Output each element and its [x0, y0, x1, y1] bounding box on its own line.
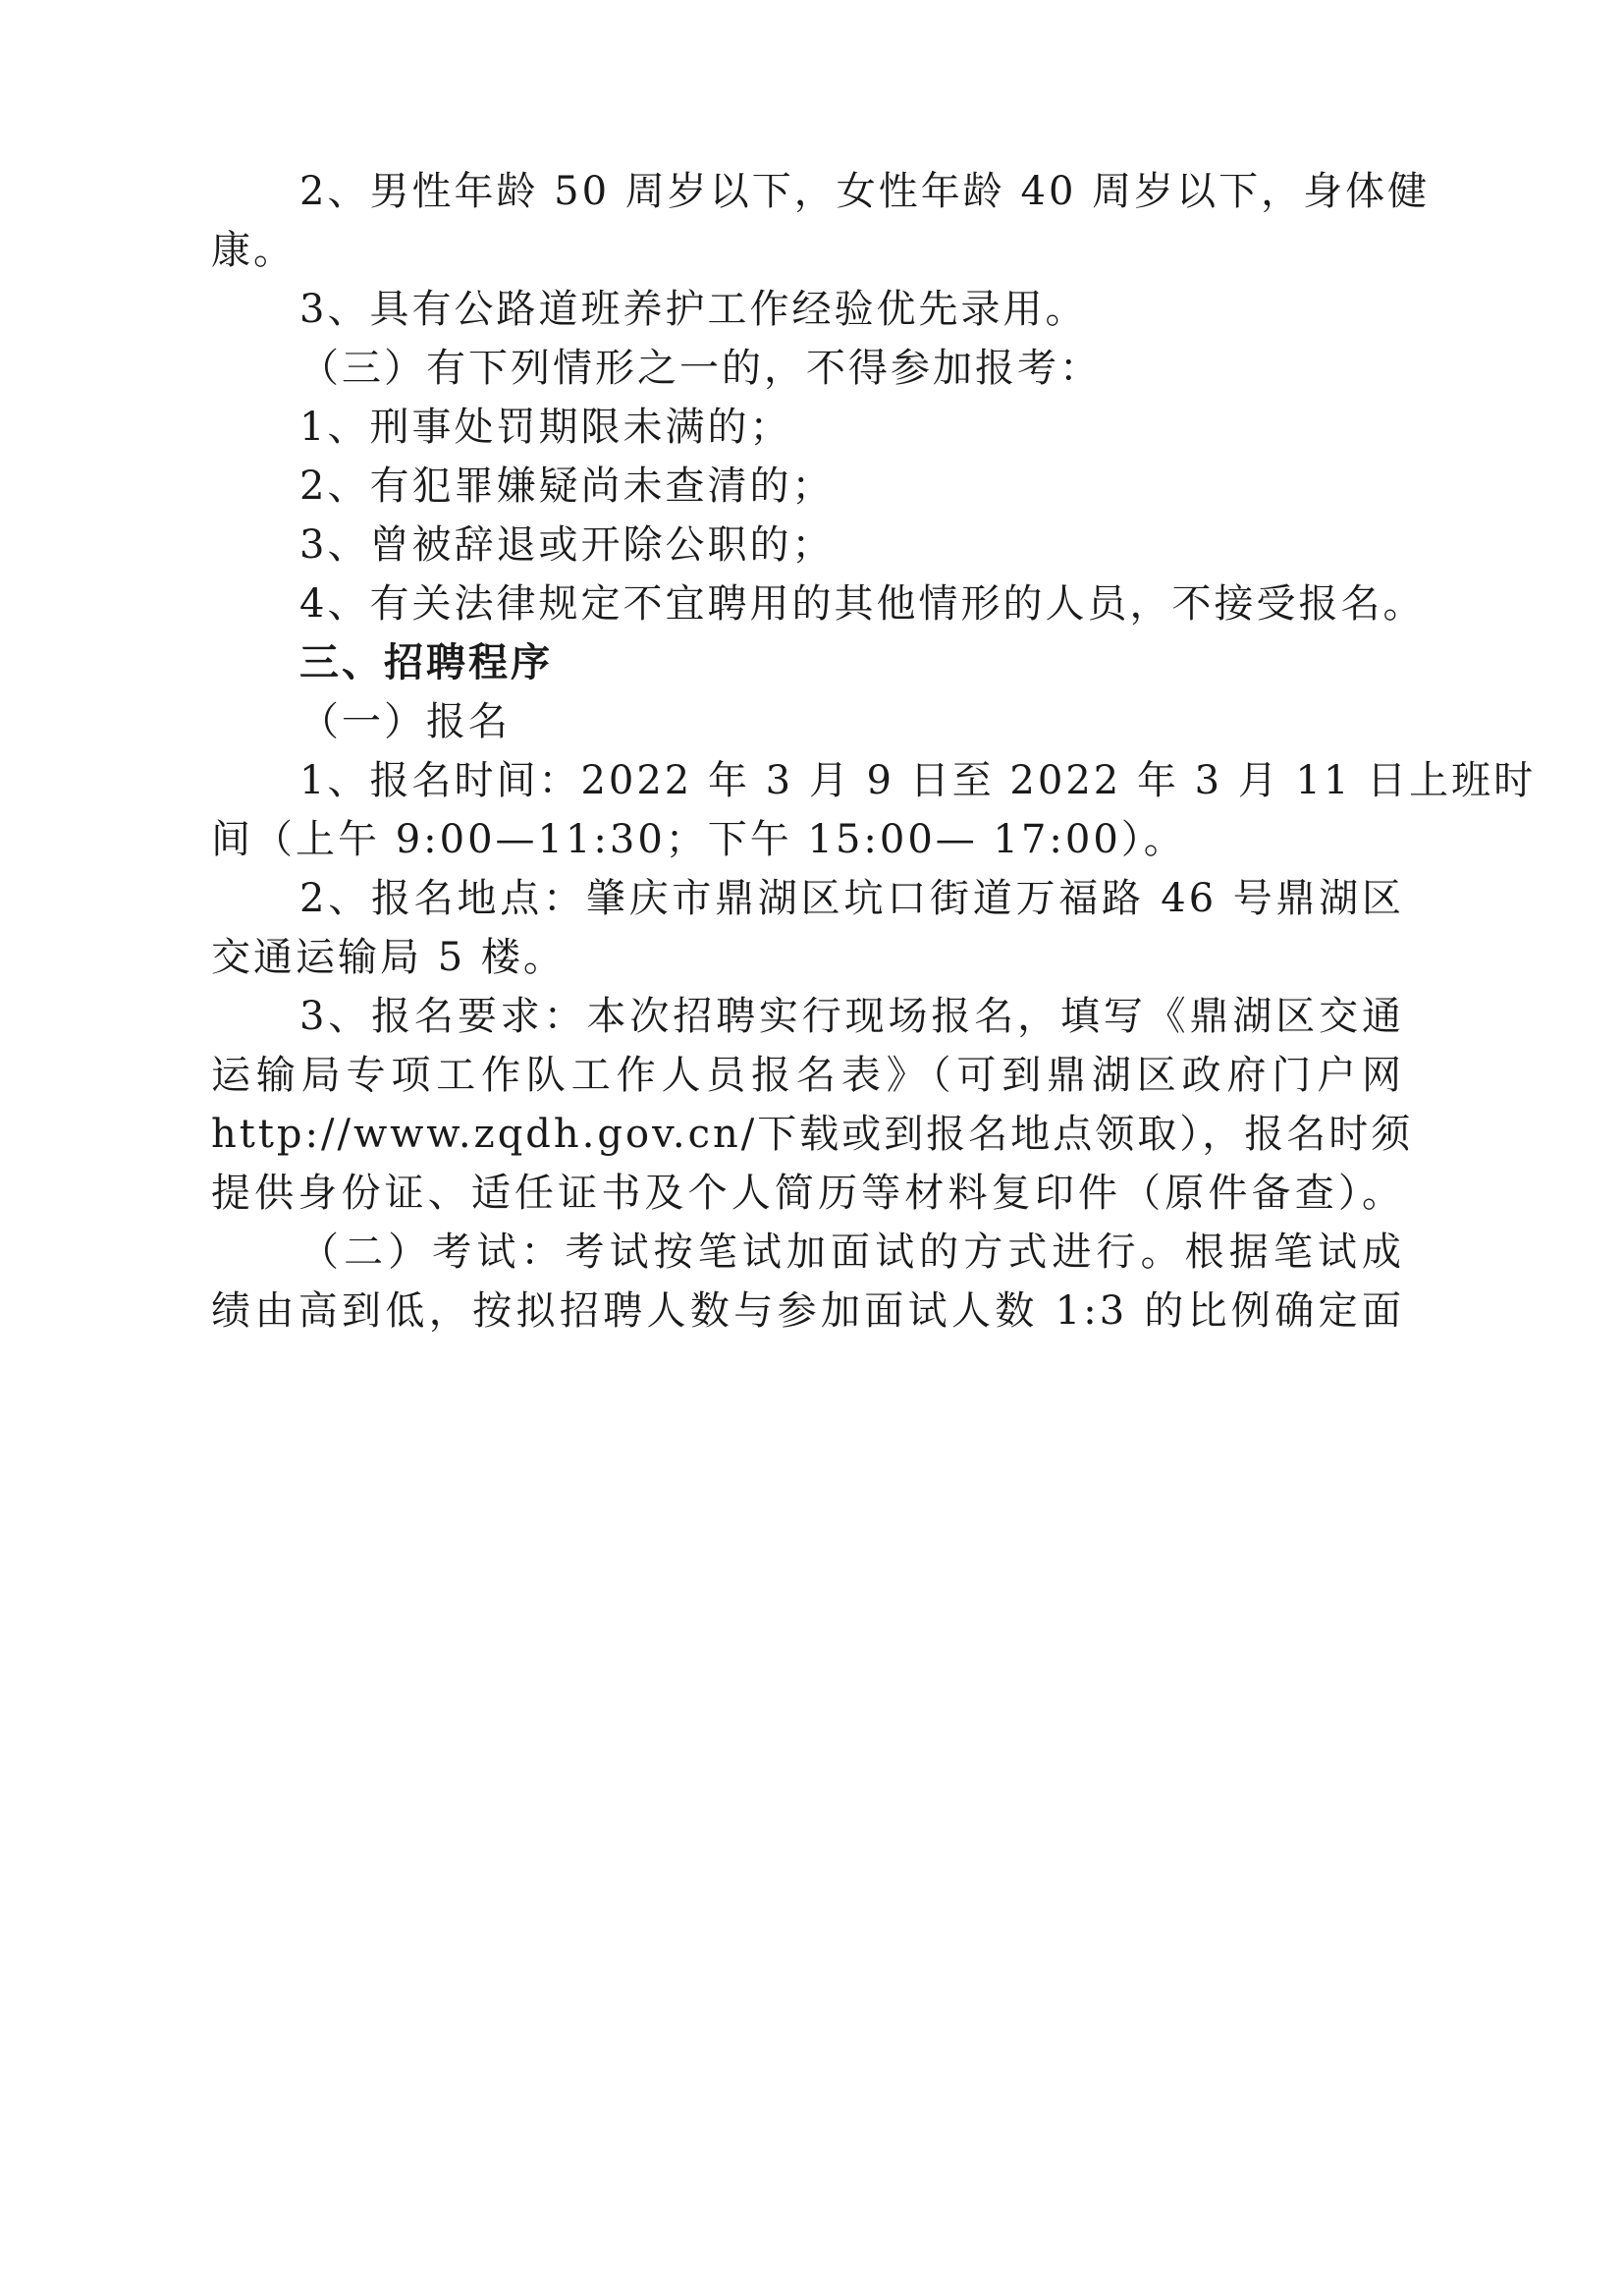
paragraph-line: 2、报名地点：肇庆市鼎湖区坑口街道万福路 46 号鼎湖区	[299, 876, 1404, 921]
paragraph-line: 1、刑事处罚期限未满的；	[299, 405, 792, 450]
paragraph-line: （二）考试：考试按笔试加面试的方式进行。根据笔试成	[299, 1230, 1404, 1275]
paragraph-line: 绩由高到低，按拟招聘人数与参加面试人数 1:3 的比例确定面	[211, 1288, 1404, 1334]
paragraph-line: 间（上午 9:00—11:30；下午 15:00— 17:00）。	[211, 817, 1186, 862]
paragraph-line: http://www.zqdh.gov.cn/下载或到报名地点领取），报名时须	[211, 1112, 1414, 1157]
paragraph-line: 3、曾被辞退或开除公职的；	[299, 522, 835, 568]
section-heading: 三、招聘程序	[299, 640, 553, 685]
paragraph-line: 1、报名时间：2022 年 3 月 9 日至 2022 年 3 月 11 日上班时	[299, 758, 1537, 803]
paragraph-line: 交通运输局 5 楼。	[211, 935, 566, 980]
paragraph-line: 3、报名要求：本次招聘实行现场报名，填写《鼎湖区交通	[299, 994, 1404, 1039]
paragraph-line: 3、具有公路道班养护工作经验优先录用。	[299, 287, 1088, 332]
paragraph-line: 运输局专项工作队工作人员报名表》（可到鼎湖区政府门户网	[211, 1053, 1404, 1098]
paragraph-line: 2、有犯罪嫌疑尚未查清的；	[299, 464, 835, 509]
paragraph-line: 提供身份证、适任证书及个人简历等材料复印件（原件备查）。	[211, 1171, 1404, 1216]
subsection-heading: （一）报名	[299, 699, 511, 744]
paragraph-line: 2、男性年龄 50 周岁以下，女性年龄 40 周岁以下，身体健	[299, 169, 1431, 214]
paragraph-line: 康。	[211, 228, 296, 273]
subsection-heading: （三）有下列情形之一的，不得参加报考：	[299, 346, 1102, 391]
paragraph-line: 4、有关法律规定不宜聘用的其他情形的人员，不接受报名。	[299, 581, 1426, 627]
